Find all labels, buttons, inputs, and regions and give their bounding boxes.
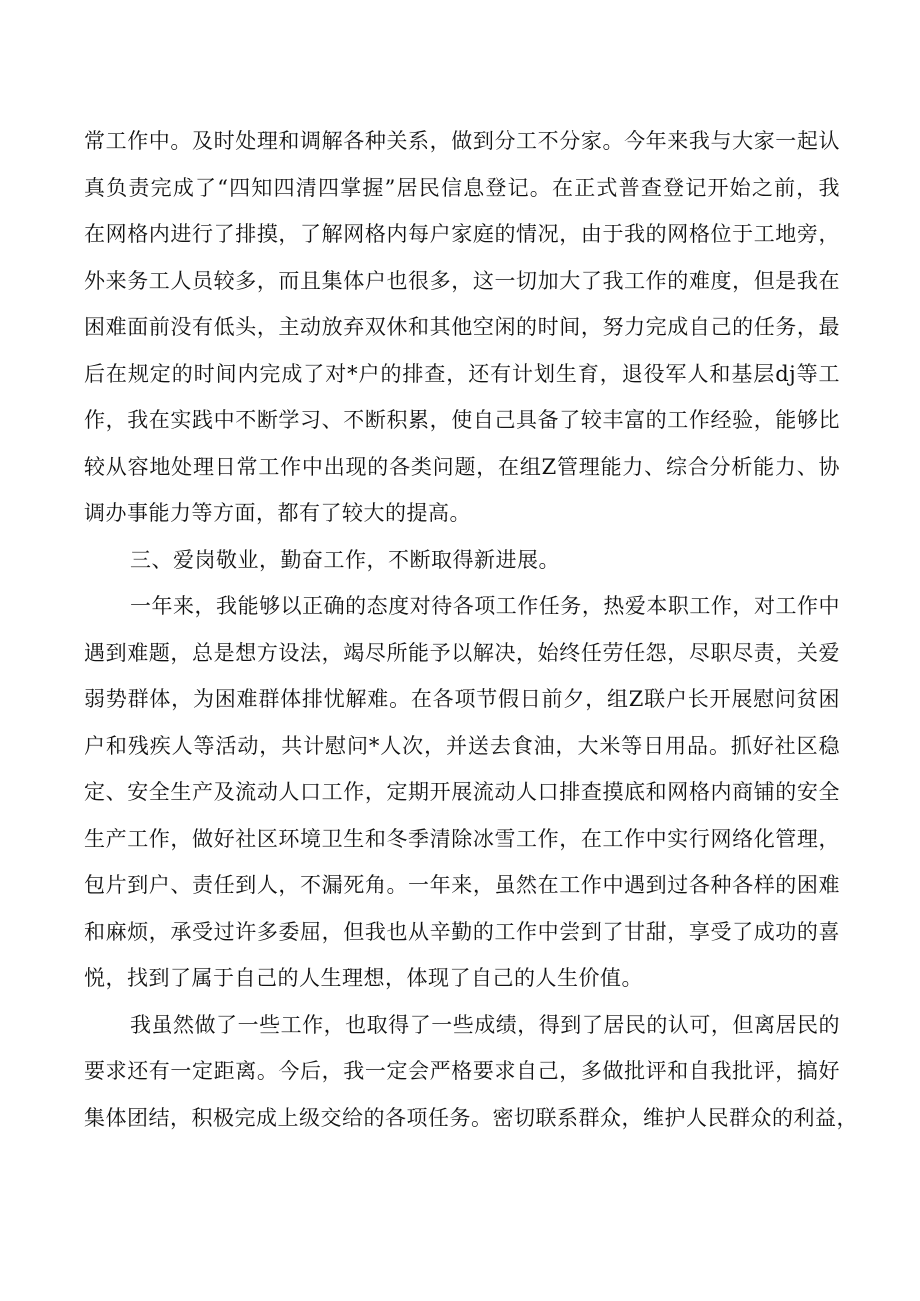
text-line: 常工作中。及时处理和调解各种关系，做到分工不分家。今年来我与大家一起认 bbox=[84, 129, 840, 153]
text-line: 弱势群体，为困难群体排忧解难。在各项节假日前夕，组Z联户长开展慰问贫困 bbox=[84, 687, 840, 711]
document-body bbox=[84, 118, 858, 1141]
section-heading-text: 三、爱岗敬业，勤奋工作，不断取得新进展。 bbox=[130, 547, 560, 572]
text-line: 悦，找到了属于自己的人生理想，体现了自己的人生价值。 bbox=[84, 966, 643, 990]
text-line: 作，我在实践中不断学习、不断积累，使自己具备了较丰富的工作经验，能够比 bbox=[84, 408, 840, 432]
paragraph-outlook bbox=[84, 1002, 858, 1142]
text-line: 后在规定的时间内完成了对*户的排查，还有计划生育，退役军人和基层dj等工 bbox=[84, 361, 840, 386]
text-line: 定、安全生产及流动人口工作，定期开展流动人口排查摸底和网格内商铺的安全 bbox=[84, 780, 840, 804]
text-line: 和麻烦，承受过许多委屈，但我也从辛勤的工作中尝到了甘甜，享受了成功的喜 bbox=[84, 919, 840, 944]
text-line: 我虽然做了一些工作，也取得了一些成绩，得到了居民的认可，但离居民的 bbox=[130, 1012, 840, 1037]
text-line: 集体团结，积极完成上级交给的各项任务。密切联系群众，维护人民群众的利益， bbox=[84, 1105, 858, 1130]
paragraph-dedication bbox=[84, 583, 840, 1002]
text-line: 一年来，我能够以正确的态度对待各项工作任务，热爱本职工作，对工作中 bbox=[130, 594, 840, 618]
text-line: 遇到难题，总是想方设法，竭尽所能予以解决，始终任劳任怨，尽职尽责，关爱 bbox=[84, 640, 840, 665]
text-line: 户和残疾人等活动，共计慰问*人次，并送去食油，大米等日用品。抓好社区稳 bbox=[84, 733, 840, 758]
text-line: 包片到户、责任到人，不漏死角。一年来，虽然在工作中遇到过各种各样的困难 bbox=[84, 873, 840, 897]
text-line: 调办事能力等方面，都有了较大的提高。 bbox=[84, 501, 471, 525]
section-heading-three bbox=[84, 537, 840, 584]
paragraph-work-summary bbox=[84, 118, 840, 537]
text-line: 较从容地处理日常工作中出现的各类问题，在组Z管理能力、综合分析能力、协 bbox=[84, 454, 840, 479]
text-line: 困难面前没有低头，主动放弃双休和其他空闲的时间，努力完成自己的任务，最 bbox=[84, 315, 840, 339]
text-line: 要求还有一定距离。今后，我一定会严格要求自己，多做批评和自我批评，搞好 bbox=[84, 1059, 840, 1083]
text-line: 生产工作，做好社区环境卫生和冬季清除冰雪工作，在工作中实行网络化管理， bbox=[84, 826, 840, 851]
text-line: 真负责完成了“四知四清四掌握”居民信息登记。在正式普查登记开始之前，我 bbox=[84, 175, 840, 200]
text-line: 外来务工人员较多，而且集体户也很多，这一切加大了我工作的难度，但是我在 bbox=[84, 268, 840, 293]
text-line: 在网格内进行了排摸，了解网格内每户家庭的情况，由于我的网格位于工地旁， bbox=[84, 222, 840, 246]
